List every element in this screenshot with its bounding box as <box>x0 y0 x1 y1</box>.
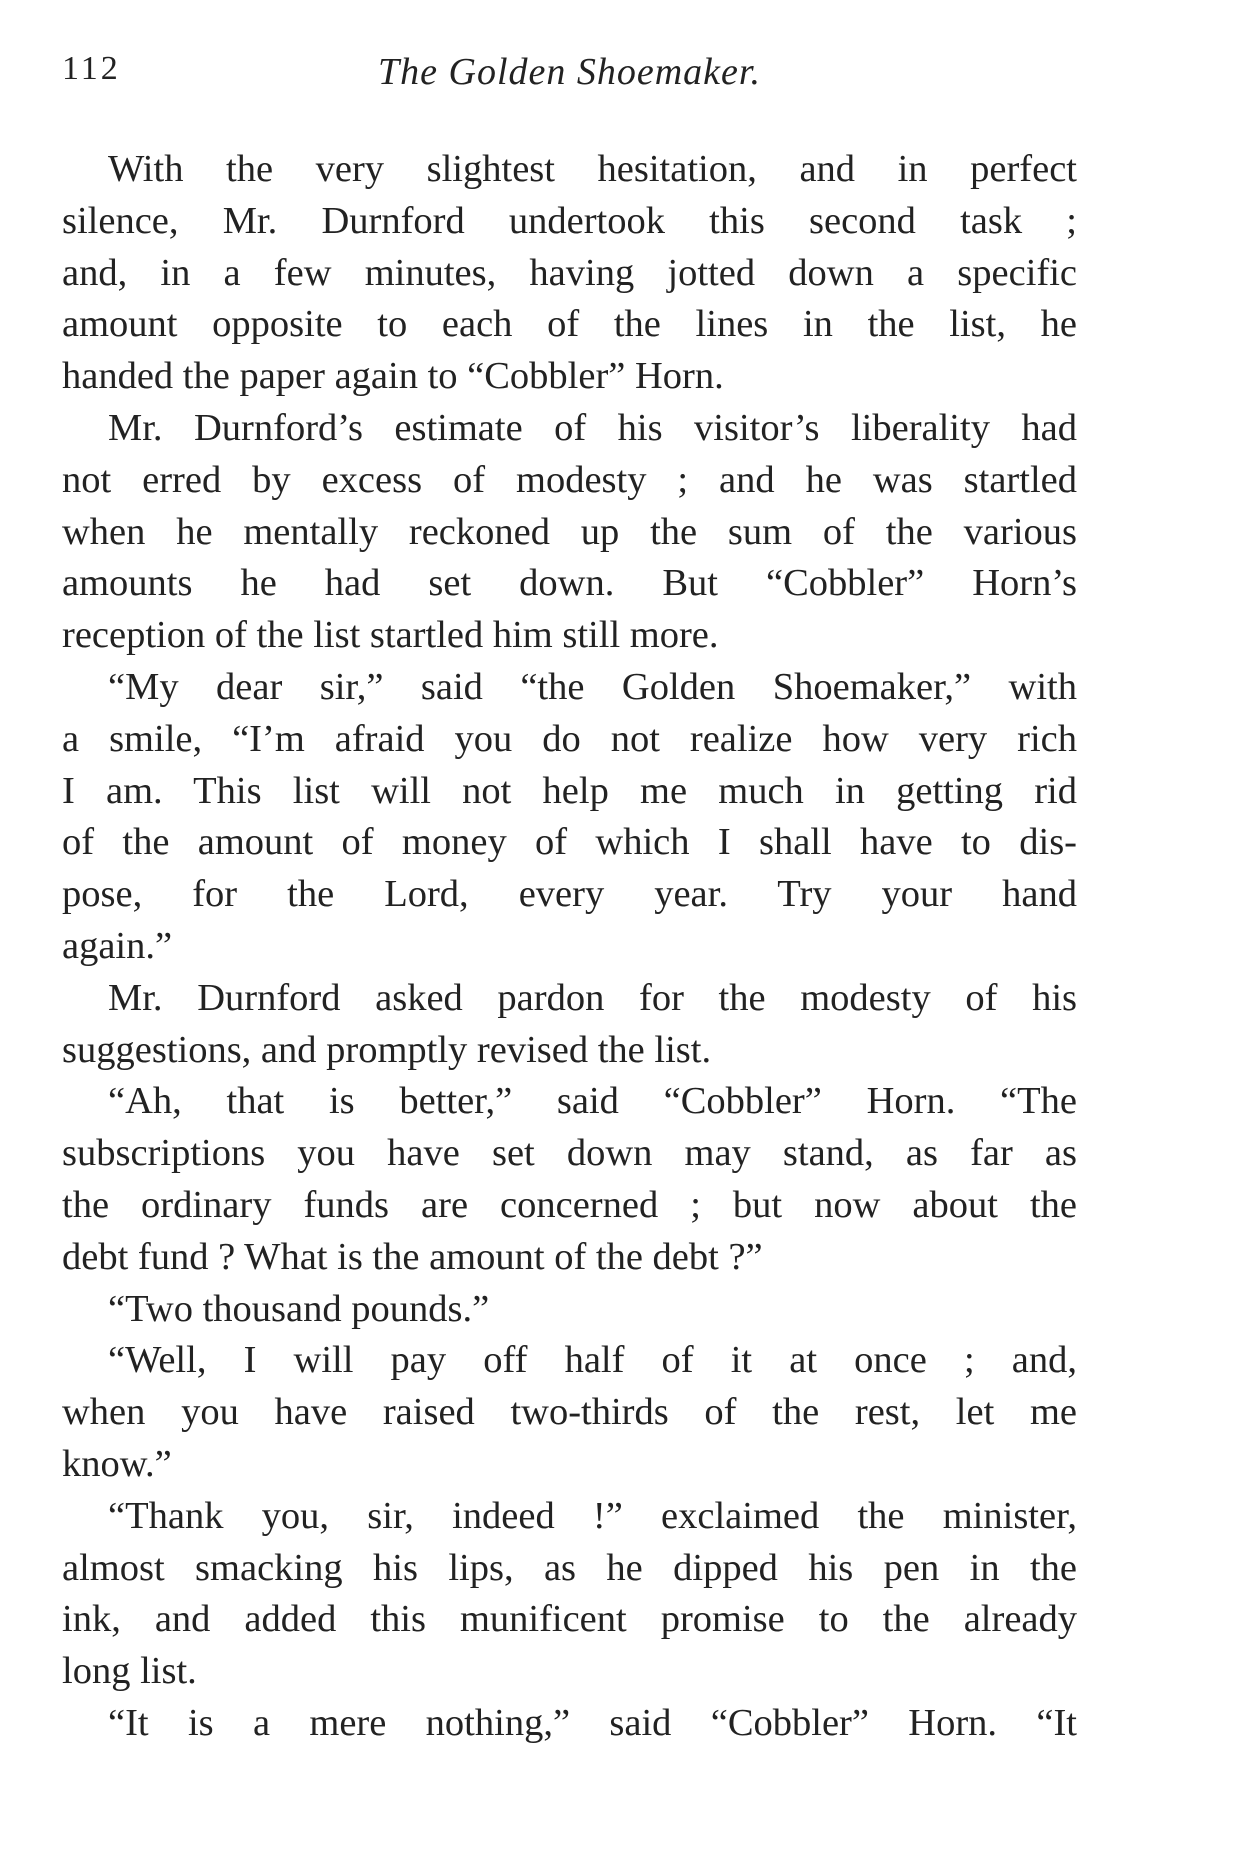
text-line: almost smacking his lips, as he dipped his pen in the <box>62 1546 1077 1589</box>
text-line: “It is a mere nothing,” said “Cobbler” Horn. “It <box>108 1701 1077 1744</box>
text-line: amounts he had set down. But “Cobbler” Horn’s <box>62 562 1077 605</box>
running-title: The Golden Shoemaker. <box>378 51 761 93</box>
text-line: “Ah, that is better,” said “Cobbler” Horn. “The <box>108 1080 1077 1123</box>
text-line: With the very slightest hesitation, and in perfect <box>108 148 1077 190</box>
text-line: pose, for the Lord, every year. Try your hand <box>62 873 1077 916</box>
text-line: again.” <box>62 924 173 967</box>
text-line: reception of the list startled him still more. <box>62 614 719 657</box>
page-header <box>62 50 1077 100</box>
text-line: a smile, “I’m afraid you do not realize how very rich <box>62 717 1077 760</box>
text-line: not erred by excess of modesty ; and he was startled <box>62 458 1077 501</box>
text-line: “My dear sir,” said “the Golden Shoemaker,” with <box>108 665 1077 708</box>
text-line: when he mentally reckoned up the sum of the various <box>62 510 1077 553</box>
text-line: I am. This list will not help me much in getting rid <box>62 769 1077 812</box>
text-line: long list. <box>62 1650 197 1693</box>
text-line: silence, Mr. Durnford undertook this second task ; <box>62 199 1077 242</box>
text-line: of the amount of money of which I shall have to dis- <box>62 821 1077 864</box>
text-line: “Well, I will pay off half of it at once ; and, <box>108 1339 1077 1382</box>
text-line: subscriptions you have set down may stand, as far as <box>62 1132 1077 1175</box>
text-line: suggestions, and promptly revised the list. <box>62 1028 712 1071</box>
text-line: ink, and added this munificent promise to the already <box>62 1598 1077 1641</box>
text-line: know.” <box>62 1442 172 1485</box>
text-line: and, in a few minutes, having jotted down a specific <box>62 251 1077 294</box>
body-text <box>62 144 1077 1750</box>
text-line: handed the paper again to “Cobbler” Horn. <box>62 355 724 398</box>
text-line: “Two thousand pounds.” <box>108 1287 490 1330</box>
text-line: “Thank you, sir, indeed !” exclaimed the minister, <box>108 1494 1077 1537</box>
text-line: the ordinary funds are concerned ; but now about the <box>62 1183 1077 1226</box>
text-line: Mr. Durnford’s estimate of his visitor’s liberality had <box>108 406 1077 449</box>
text-line: Mr. Durnford asked pardon for the modesty of his <box>108 976 1077 1019</box>
text-line: amount opposite to each of the lines in the list, he <box>62 303 1077 346</box>
text-line: when you have raised two-thirds of the rest, let me <box>62 1391 1077 1434</box>
page-number: 112 <box>62 50 121 87</box>
text-line: debt fund ? What is the amount of the debt ?” <box>62 1235 763 1278</box>
